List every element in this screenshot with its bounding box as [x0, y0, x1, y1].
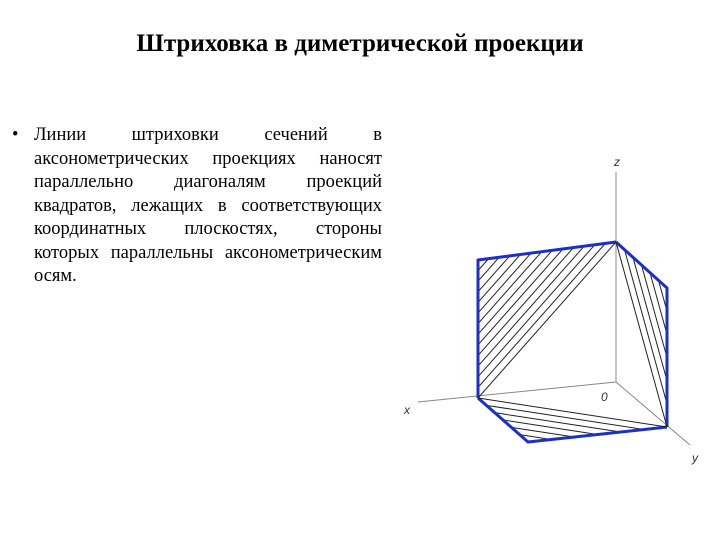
xz-diagonal — [478, 242, 616, 398]
xz-hatch-line — [478, 250, 552, 334]
z-axis-label: z — [614, 155, 620, 169]
xz-hatch-line — [478, 248, 574, 356]
bullet-text: Линии штриховки сечений в аксонометрических проекциях наносят параллельно диагоналям проекций квадратов, лежащих в соответствующих координатных плоскостях, стороны которых параллельны аксонометрическим осям. — [34, 125, 382, 286]
bullet-marker: • — [12, 125, 19, 145]
xz-hatch-line — [478, 245, 595, 377]
xz-hatch-line — [478, 256, 510, 292]
origin-label: 0 — [601, 390, 608, 404]
xz-hatch-line — [478, 254, 520, 302]
axes — [418, 172, 690, 445]
yz-hatch-line — [642, 265, 668, 358]
yz-diagonal — [616, 242, 667, 427]
dimetric-hatching-diagram — [395, 140, 715, 480]
y-axis — [616, 382, 690, 445]
yz-hatch-line — [633, 257, 667, 380]
x-axis-label: x — [404, 403, 410, 417]
bullet-paragraph — [12, 124, 382, 289]
xz-hatch-line — [478, 249, 563, 345]
y-axis-label: y — [692, 451, 698, 465]
x-axis — [418, 382, 616, 402]
xz-hatch-line — [478, 243, 605, 387]
xy-plane-outline — [478, 398, 667, 442]
yz-hatch-line — [625, 250, 668, 404]
hatching — [478, 243, 667, 439]
xz-hatch-line — [478, 252, 542, 324]
page-title: Штриховка в диметрической проекции — [136, 30, 584, 57]
